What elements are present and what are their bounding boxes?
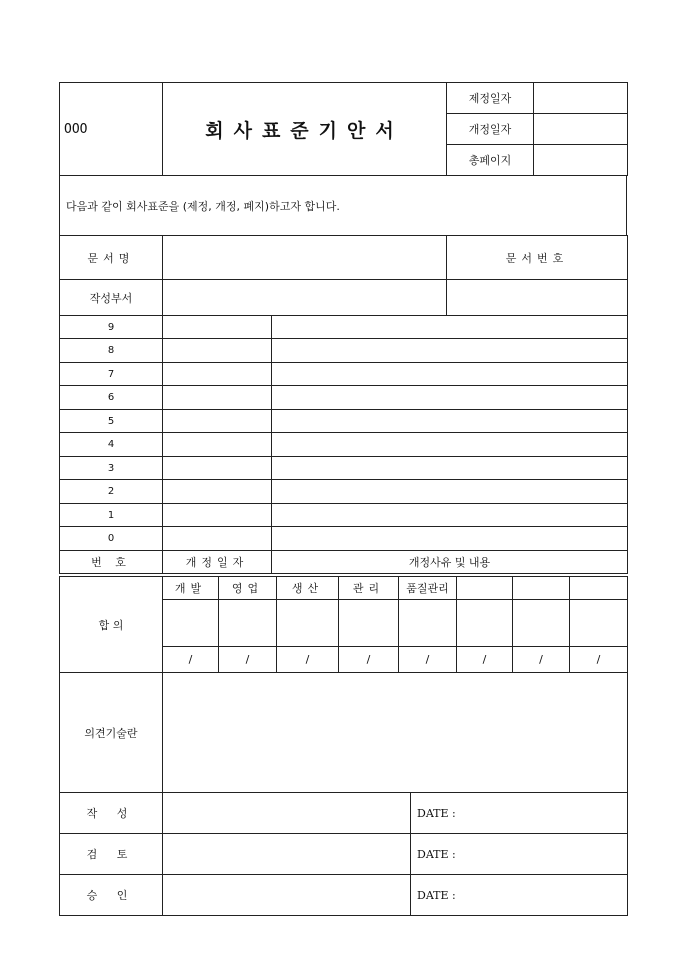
sign-date-extra-2[interactable]: / <box>513 647 570 673</box>
table-row <box>60 316 628 339</box>
org-name: OOO <box>60 83 163 176</box>
revision-no: 3 <box>60 457 163 480</box>
sign-date-sales[interactable]: / <box>219 647 277 673</box>
reviewer-date[interactable]: DATE : <box>411 834 628 875</box>
intro-text: 다음과 같이 회사표준을 (제정, 개정, 폐지)하고자 합니다. <box>60 176 627 236</box>
revision-reason[interactable] <box>272 363 628 386</box>
sign-box-extra-1[interactable] <box>457 600 513 647</box>
revision-reason[interactable] <box>272 386 628 410</box>
opinion-label: 의견기술란 <box>60 673 163 793</box>
table-row <box>60 433 628 457</box>
revision-date[interactable] <box>163 457 272 480</box>
dept-management: 관리 <box>339 577 399 600</box>
table-row <box>60 339 628 363</box>
agreement-label: 합 의 <box>60 577 163 673</box>
doc-number-label: 문서번호 <box>447 236 628 280</box>
dept-dev: 개발 <box>163 577 219 600</box>
approver-sign[interactable] <box>163 875 411 916</box>
revision-header-row <box>60 551 628 574</box>
sign-box-production[interactable] <box>277 600 339 647</box>
reviewer-label: 검 토 <box>60 834 163 875</box>
reviewer-sign[interactable] <box>163 834 411 875</box>
revision-no: 6 <box>60 386 163 410</box>
revision-no: 4 <box>60 433 163 457</box>
total-pages-value[interactable] <box>534 145 628 176</box>
revision-reason-header: 개정사유 및 내용 <box>272 551 628 574</box>
opinion-input[interactable] <box>163 673 628 793</box>
author-label: 작 성 <box>60 793 163 834</box>
total-pages-label: 총페이지 <box>447 145 534 176</box>
dept-label: 작성부서 <box>60 280 163 316</box>
table-row <box>60 386 628 410</box>
doc-name-value[interactable] <box>163 236 447 280</box>
dept-value[interactable] <box>163 280 447 316</box>
table-row <box>60 504 628 527</box>
revision-reason[interactable] <box>272 457 628 480</box>
revision-no: 2 <box>60 480 163 504</box>
approver-date[interactable]: DATE : <box>411 875 628 916</box>
approver-label: 승 인 <box>60 875 163 916</box>
revision-no: 1 <box>60 504 163 527</box>
revision-date-value[interactable] <box>534 114 628 145</box>
sign-date-extra-3[interactable]: / <box>570 647 628 673</box>
sign-box-quality[interactable] <box>399 600 457 647</box>
revision-date[interactable] <box>163 316 272 339</box>
sign-date-production[interactable]: / <box>277 647 339 673</box>
revision-reason[interactable] <box>272 339 628 363</box>
sign-box-sales[interactable] <box>219 600 277 647</box>
dept-extra-1 <box>457 577 513 600</box>
table-row <box>60 527 628 551</box>
revision-date[interactable] <box>163 480 272 504</box>
revision-date-header: 개정일자 <box>163 551 272 574</box>
table-row <box>60 410 628 433</box>
enact-date-label: 제정일자 <box>447 83 534 114</box>
revision-no: 7 <box>60 363 163 386</box>
revision-date[interactable] <box>163 504 272 527</box>
sign-date-dev[interactable]: / <box>163 647 219 673</box>
author-date[interactable]: DATE : <box>411 793 628 834</box>
revision-reason[interactable] <box>272 504 628 527</box>
sign-box-extra-3[interactable] <box>570 600 628 647</box>
revision-reason[interactable] <box>272 410 628 433</box>
revision-date-label: 개정일자 <box>447 114 534 145</box>
revision-reason[interactable] <box>272 433 628 457</box>
dept-quality: 품질관리 <box>399 577 457 600</box>
header-table <box>59 82 628 176</box>
revision-date[interactable] <box>163 410 272 433</box>
dept-sales: 영업 <box>219 577 277 600</box>
revision-no: 5 <box>60 410 163 433</box>
revision-date[interactable] <box>163 363 272 386</box>
revision-date[interactable] <box>163 339 272 363</box>
author-sign[interactable] <box>163 793 411 834</box>
revision-no-header: 번 호 <box>60 551 163 574</box>
sign-date-extra-1[interactable]: / <box>457 647 513 673</box>
dept-extra-2 <box>513 577 570 600</box>
revision-no: 0 <box>60 527 163 551</box>
sign-box-dev[interactable] <box>163 600 219 647</box>
revision-reason[interactable] <box>272 480 628 504</box>
sign-date-quality[interactable]: / <box>399 647 457 673</box>
intro-table <box>59 175 627 236</box>
doc-number-value[interactable] <box>447 280 628 316</box>
revision-reason[interactable] <box>272 527 628 551</box>
sign-box-extra-2[interactable] <box>513 600 570 647</box>
revision-reason[interactable] <box>272 316 628 339</box>
dept-production: 생산 <box>277 577 339 600</box>
revision-no: 9 <box>60 316 163 339</box>
enact-date-value[interactable] <box>534 83 628 114</box>
sign-date-management[interactable]: / <box>339 647 399 673</box>
dept-extra-3 <box>570 577 628 600</box>
sign-box-management[interactable] <box>339 600 399 647</box>
revision-table <box>59 315 628 574</box>
doc-info-table <box>59 235 628 316</box>
revision-no: 8 <box>60 339 163 363</box>
table-row <box>60 457 628 480</box>
revision-date[interactable] <box>163 386 272 410</box>
table-row <box>60 480 628 504</box>
revision-date[interactable] <box>163 527 272 551</box>
agreement-table <box>59 576 628 673</box>
page-title: 회사표준기안서 <box>163 83 447 176</box>
table-row <box>60 363 628 386</box>
signoff-table <box>59 792 628 916</box>
revision-date[interactable] <box>163 433 272 457</box>
opinion-table <box>59 672 628 793</box>
doc-name-label: 문서명 <box>60 236 163 280</box>
